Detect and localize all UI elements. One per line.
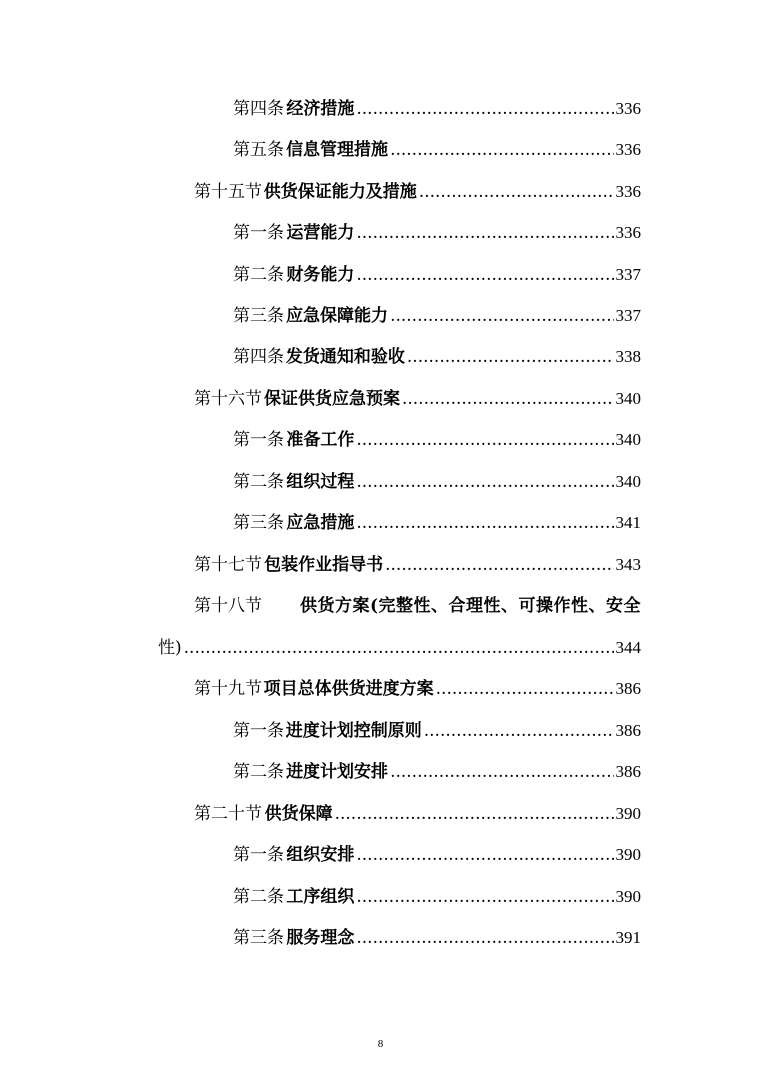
toc-entry-number: 第十五节 [194,182,262,202]
dot-leader [184,633,614,663]
toc-entry[interactable] [194,799,641,829]
dot-leader [419,177,614,207]
toc-entry-title: 供货方案(完整性、合理性、可操作性、安全 [299,596,641,616]
toc-entry-page: 336 [615,99,641,118]
toc-entry-page: 340 [615,472,641,491]
toc-entry-title: 工序组织 [286,887,355,907]
toc-entry-title: 供货保证能力及措施 [263,182,417,202]
toc-entry-title: 组织安排 [286,845,355,865]
toc-entry-title: 包装作业指导书 [264,555,384,575]
toc-entry-page: 343 [615,555,641,574]
dot-leader [390,757,613,787]
toc-entry-title: 项目总体供货进度方案 [263,679,434,699]
toc-entry-number: 第二条 [233,265,284,285]
toc-entry-title: 准备工作 [286,430,355,450]
toc-entry-page: 386 [615,762,641,781]
toc-entry[interactable] [233,757,641,787]
toc-entry-number: 第十八节 [194,596,262,616]
toc-entry[interactable] [233,94,641,124]
toc-entry-wrapped-second-line[interactable] [158,633,641,663]
toc-entry-title: 服务理念 [286,928,355,948]
dot-leader [356,94,613,124]
toc-entry-number: 第一条 [233,721,284,741]
dot-leader [402,384,614,414]
dot-leader [356,882,613,912]
toc-entry-page: 341 [615,513,641,532]
dot-leader [356,840,613,870]
toc-entry[interactable] [233,425,641,455]
toc-entry-number: 第二条 [233,472,284,492]
dot-leader [390,135,613,165]
toc-entry-number: 第一条 [233,845,284,865]
toc-entry-number: 第二十节 [194,804,262,824]
toc-entry-number: 第十七节 [194,555,262,575]
toc-entry-number: 第五条 [233,140,284,160]
dot-leader [407,342,614,372]
dot-leader [390,301,613,331]
dot-leader [356,218,613,248]
toc-entry-title: 发货通知和验收 [285,347,405,367]
toc-entry-number: 第一条 [233,223,284,243]
dot-leader [436,674,614,704]
toc-entry-page: 390 [615,804,641,823]
toc-entry[interactable] [233,508,641,538]
dot-leader [356,425,613,455]
dot-leader [356,508,613,538]
toc-entry-page: 338 [615,347,641,366]
dot-leader [356,467,613,497]
toc-entry-title: 进度计划安排 [286,762,389,782]
toc-entry-title: 信息管理措施 [286,140,389,160]
toc-entry-page: 340 [615,389,641,408]
toc-entry-title: 应急保障能力 [286,306,389,326]
dot-leader [424,716,614,746]
toc-entry[interactable] [233,135,641,165]
dot-leader [356,260,613,290]
dot-leader [335,799,614,829]
toc-entry-title: 经济措施 [286,99,355,119]
dot-leader [385,550,613,580]
toc-entry-number: 第一条 [233,430,284,450]
toc-entry-number: 第三条 [233,513,284,533]
toc-entry[interactable] [233,342,641,372]
toc-entry[interactable] [233,716,641,746]
toc-entry-number: 第二条 [233,887,284,907]
toc-entry[interactable] [233,260,641,290]
toc-entry-page: 336 [615,140,641,159]
toc-entry-number: 第三条 [233,306,284,326]
toc-entry-page: 386 [615,679,641,698]
toc-entry-page: 337 [615,306,641,325]
toc-entry-number: 第四条 [233,347,284,367]
toc-entry-title: 财务能力 [286,265,355,285]
toc-entry-number: 第十九节 [194,679,262,699]
toc-entry-page: 386 [615,721,641,740]
toc-entry-number: 第十六节 [194,389,262,409]
toc-entry[interactable] [194,550,641,580]
toc-entry-number: 第二条 [233,762,284,782]
toc-entry[interactable] [233,882,641,912]
toc-entry-number: 第三条 [233,928,284,948]
toc-entry-page: 336 [615,182,641,201]
toc-entry[interactable] [194,384,641,414]
toc-entry-page: 337 [615,265,641,284]
toc-entry-title: 运营能力 [286,223,355,243]
toc-entry-page: 390 [615,887,641,906]
toc-entry-page: 336 [615,223,641,242]
toc-entry-title-continuation: 性) [158,638,182,658]
toc-entry-number: 第四条 [233,99,284,119]
toc-entry[interactable] [194,177,641,207]
toc-entry-title: 应急措施 [286,513,355,533]
toc-entry[interactable] [233,467,641,497]
toc-entry-page: 340 [615,430,641,449]
toc-entry[interactable] [233,840,641,870]
toc-entry-page: 390 [615,845,641,864]
dot-leader [356,923,613,953]
toc-entry-wrapped-first-line[interactable] [194,591,641,621]
page-number: 8 [377,1038,384,1050]
toc-entry[interactable] [233,923,641,953]
toc-entry-title: 进度计划控制原则 [285,721,422,741]
toc-entry[interactable] [194,674,641,704]
toc-entry[interactable] [233,218,641,248]
toc-entry-title: 组织过程 [286,472,355,492]
toc-entry-title: 供货保障 [264,804,333,824]
toc-entry[interactable] [233,301,641,331]
toc-entry-page: 344 [615,638,641,657]
toc-entry-title: 保证供货应急预案 [263,389,400,409]
toc-entry-page: 391 [615,928,641,947]
